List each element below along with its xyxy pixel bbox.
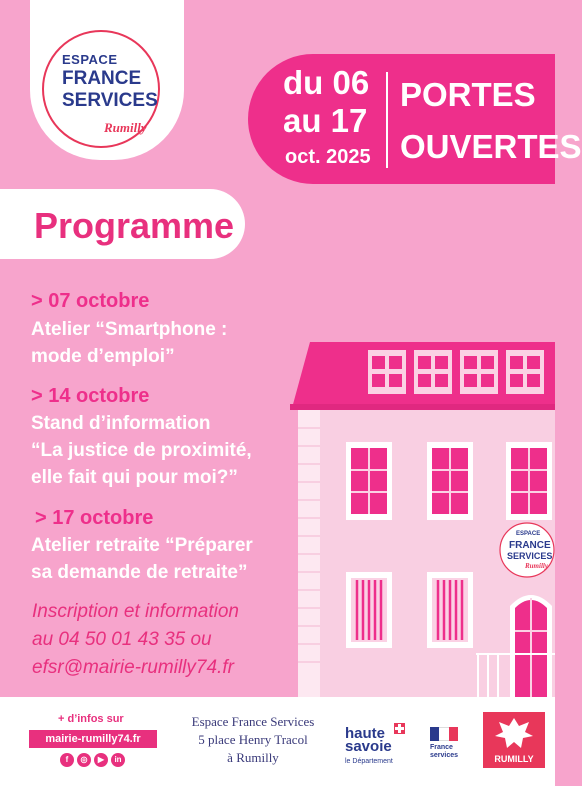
sign-line1: ESPACE [516, 531, 541, 537]
contact-line1: Inscription et information [32, 601, 239, 622]
event1-date: > 07 octobre [31, 290, 150, 312]
rumilly-crest [483, 712, 545, 768]
departement-label: le Département [345, 758, 393, 765]
ouvertes-title: OUVERTES [400, 128, 582, 165]
sign-line3: SERVICES [507, 551, 553, 561]
instagram-icon[interactable]: ◎ [77, 753, 91, 767]
date-separator [386, 72, 388, 168]
website-link[interactable]: mairie-rumilly74.fr [29, 730, 157, 748]
programme-title: Programme [34, 205, 235, 246]
facebook-icon[interactable]: f [60, 753, 74, 767]
roof-edge [290, 404, 555, 410]
savoie-cross-icon [394, 723, 405, 734]
sign-line4: Rumilly [525, 562, 548, 570]
sign-line2: FRANCE [509, 540, 551, 551]
france-services-label: France services [430, 744, 459, 759]
date-end: au 17 [283, 102, 368, 139]
logo-line-services: SERVICES [62, 90, 158, 111]
date-month-year: oct. 2025 [285, 146, 371, 168]
date-start: du 06 [283, 64, 370, 101]
contact-phone[interactable]: au 04 50 01 43 35 ou [32, 629, 212, 650]
event2-date: > 14 octobre [31, 385, 150, 407]
event2-description: Stand d’information “La justice de proximité, elle fait qui pour moi?” [31, 413, 252, 488]
logo-line-france: FRANCE [62, 68, 142, 89]
logo-line-rumilly: Rumilly [104, 120, 147, 135]
marianne-flag-icon [430, 727, 458, 741]
portes-title: PORTES [400, 76, 536, 113]
contact-info [32, 598, 239, 682]
event1-description: Atelier “Smartphone : mode d’emploi” [31, 319, 228, 367]
address-line1: Espace France Services [191, 714, 315, 729]
event3-description: Atelier retraite “Préparer sa demande de retraite” [31, 535, 253, 583]
address-line2: 5 place Henry Tracol [198, 732, 308, 747]
eagle-icon [483, 712, 545, 754]
more-info-label: + d’infos sur [58, 713, 124, 725]
event3-date: > 17 octobre [35, 507, 154, 529]
youtube-icon[interactable]: ▶ [94, 753, 108, 767]
contact-email[interactable]: efsr@mairie-rumilly74.fr [32, 657, 234, 678]
haute-savoie-logo: haute savoie [345, 725, 392, 755]
building-illustration [290, 336, 555, 698]
rumilly-label: RUMILLY [494, 754, 534, 764]
address-line3: à Rumilly [227, 750, 279, 765]
address [170, 713, 336, 767]
linkedin-icon[interactable]: in [111, 753, 125, 767]
logo-line-espace: ESPACE [62, 52, 118, 67]
